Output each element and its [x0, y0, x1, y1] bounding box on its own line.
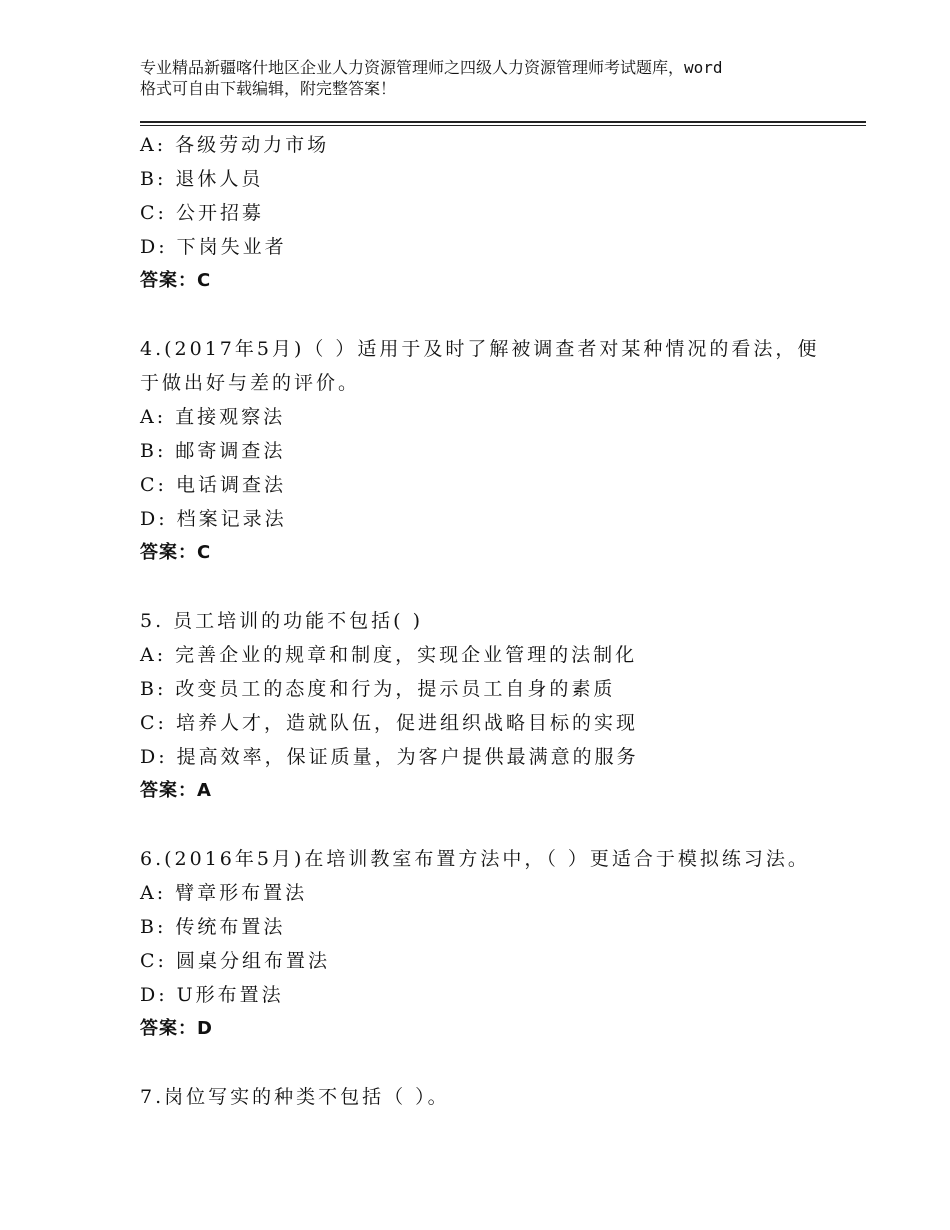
option-d: D: 提高效率，保证质量，为客户提供最满意的服务 [140, 746, 639, 768]
option-b: B: 传统布置法 [140, 916, 286, 938]
spacer [140, 1046, 840, 1080]
header-rule-thin [140, 125, 866, 126]
spacer [140, 808, 840, 842]
option-a: A: 直接观察法 [140, 406, 286, 428]
answer-label: 答案：C [140, 542, 212, 563]
question-5 [140, 604, 840, 808]
option-a: A: 各级劳动力市场 [140, 134, 330, 156]
question-7 [140, 1080, 840, 1114]
option-b: B: 退休人员 [140, 168, 264, 190]
question-stem-line-2: 于做出好与差的评价。 [140, 372, 361, 394]
document-header [140, 57, 840, 99]
question-stem-line-1: 5. 员工培训的功能不包括( ) [140, 610, 424, 632]
option-b: B: 邮寄调查法 [140, 440, 286, 462]
option-d: D: U形布置法 [140, 984, 284, 1006]
question-stem-line-1: 4.(2017年5月)（ ）适用于及时了解被调查者对某种情况的看法，便 [140, 338, 820, 360]
option-a: A: 臂章形布置法 [140, 882, 308, 904]
question-6 [140, 842, 840, 1046]
question-stem-line-1: 6.(2016年5月)在培训教室布置方法中，（ ）更适合于模拟练习法。 [140, 848, 810, 870]
option-c: C: 电话调查法 [140, 474, 286, 496]
answer-label: 答案：A [140, 780, 212, 801]
answer-label: 答案：D [140, 1018, 213, 1039]
question-stem-line-1: 7.岗位写实的种类不包括（ ）。 [140, 1086, 450, 1108]
answer-label: 答案：C [140, 270, 212, 291]
option-b: B: 改变员工的态度和行为，提示员工自身的素质 [140, 678, 616, 700]
option-c: C: 培养人才，造就队伍，促进组织战略目标的实现 [140, 712, 638, 734]
option-c: C: 圆桌分组布置法 [140, 950, 330, 972]
question-3 [140, 128, 840, 298]
spacer [140, 570, 840, 604]
spacer [140, 298, 840, 332]
option-d: D: 下岗失业者 [140, 236, 287, 258]
header-rule-thick [140, 121, 866, 123]
question-4 [140, 332, 840, 570]
header-line-2: 格式可自由下载编辑，附完整答案！ [140, 79, 397, 98]
option-a: A: 完善企业的规章和制度，实现企业管理的法制化 [140, 644, 638, 666]
header-line-1: 专业精品新疆喀什地区企业人力资源管理师之四级人力资源管理师考试题库，word [140, 58, 723, 77]
question-list [140, 128, 840, 1114]
option-d: D: 档案记录法 [140, 508, 287, 530]
option-c: C: 公开招募 [140, 202, 264, 224]
